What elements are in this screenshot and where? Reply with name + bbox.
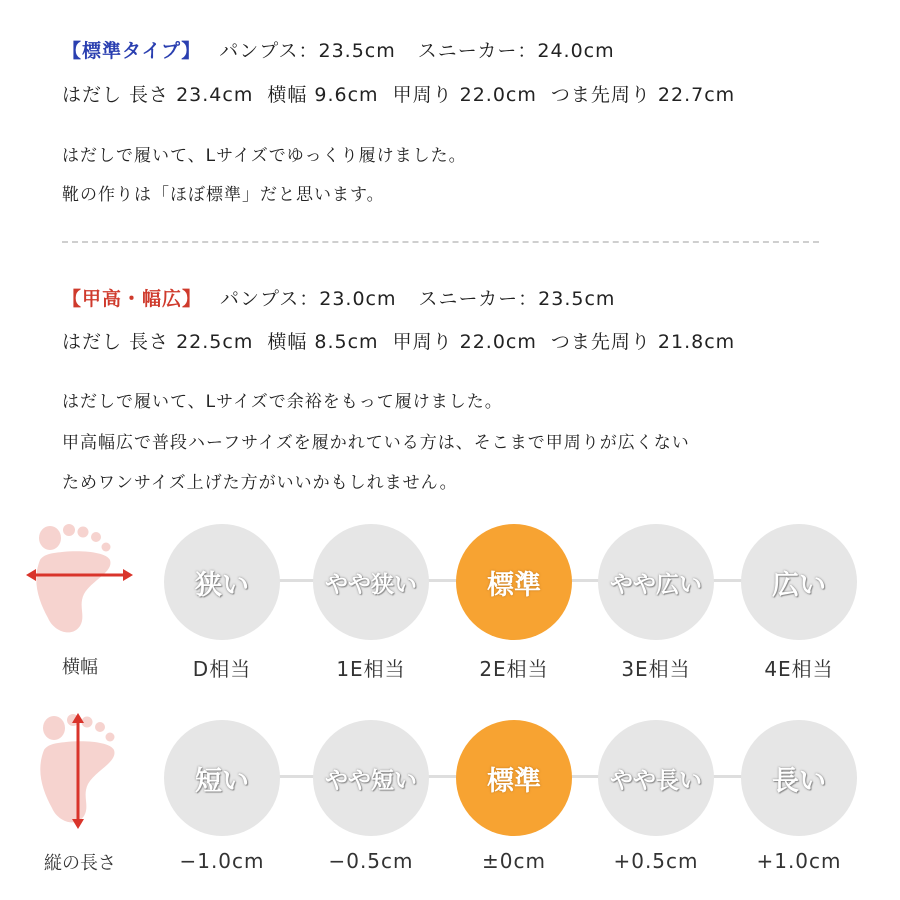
- section1-toe: つま先周り 22.7cm: [550, 84, 736, 106]
- section2-barefoot-length: はだし 長さ 22.5cm: [62, 331, 254, 353]
- length-sub-zero: ±0cm: [482, 849, 546, 873]
- foot-width-icon: [22, 520, 137, 640]
- width-label: 横幅: [62, 657, 98, 678]
- length-sub-plus-1: +1.0cm: [756, 849, 842, 873]
- section2-line1: はだしで履いて、Lサイズで余裕をもって履けました。: [62, 392, 503, 412]
- width-sub-2e: 2E相当: [479, 657, 549, 681]
- width-sub-4e: 4E相当: [764, 657, 834, 681]
- width-step-wide: 広い: [741, 524, 857, 640]
- section2-line2: 甲高幅広で普段ハーフサイズを履かれている方は、そこまで甲周りが広くない: [62, 433, 690, 453]
- length-sub-plus-05: +0.5cm: [613, 849, 699, 873]
- length-label: 縦の長さ: [44, 853, 116, 874]
- width-step-slightly-narrow: やや狭い: [313, 524, 429, 640]
- section2-sizes: [62, 284, 615, 311]
- width-step-slightly-wide: やや広い: [598, 524, 714, 640]
- section1-line2: 靴の作りは「ほぼ標準」だと思います。: [62, 185, 385, 205]
- section2-tag: 【甲高・幅広】: [62, 288, 203, 310]
- length-step-slightly-long: やや長い: [598, 720, 714, 836]
- section-divider: [62, 241, 819, 243]
- width-scale-row: [0, 520, 900, 690]
- length-sub-minus-1: −1.0cm: [179, 849, 265, 873]
- section2-line3: ためワンサイズ上げた方がいいかもしれません。: [62, 473, 458, 493]
- width-sub-d: D相当: [192, 657, 252, 681]
- length-step-long: 長い: [741, 720, 857, 836]
- width-sub-3e: 3E相当: [621, 657, 691, 681]
- length-step-short: 短い: [164, 720, 280, 836]
- length-step-slightly-short: やや短い: [313, 720, 429, 836]
- section1-instep: 甲周り 22.0cm: [392, 84, 537, 106]
- length-scale-row: [0, 716, 900, 886]
- section2-instep: 甲周り 22.0cm: [392, 331, 537, 353]
- length-step-standard: 標準: [456, 720, 572, 836]
- section1-line1: はだしで履いて、Lサイズでゆっくり履けました。: [62, 146, 467, 166]
- section1-tag: 【標準タイプ】: [62, 40, 202, 62]
- section1-sizes: [62, 36, 615, 63]
- length-sub-minus-05: −0.5cm: [328, 849, 414, 873]
- section2-toe: つま先周り 21.8cm: [550, 331, 736, 353]
- section2-measurements: [62, 327, 735, 354]
- section1-pumps: パンプス：23.5cm: [219, 40, 396, 62]
- section1-width: 横幅 9.6cm: [267, 84, 379, 106]
- section1-measurements: [62, 80, 735, 107]
- width-sub-1e: 1E相当: [336, 657, 406, 681]
- foot-length-icon: [22, 710, 137, 830]
- section1-barefoot-length: はだし 長さ 23.4cm: [62, 84, 254, 106]
- section2-width: 横幅 8.5cm: [267, 331, 379, 353]
- section1-sneakers: スニーカー：24.0cm: [417, 40, 615, 62]
- width-step-narrow: 狭い: [164, 524, 280, 640]
- section2-pumps: パンプス：23.0cm: [220, 288, 397, 310]
- width-step-standard: 標準: [456, 524, 572, 640]
- section2-sneakers: スニーカー：23.5cm: [418, 288, 616, 310]
